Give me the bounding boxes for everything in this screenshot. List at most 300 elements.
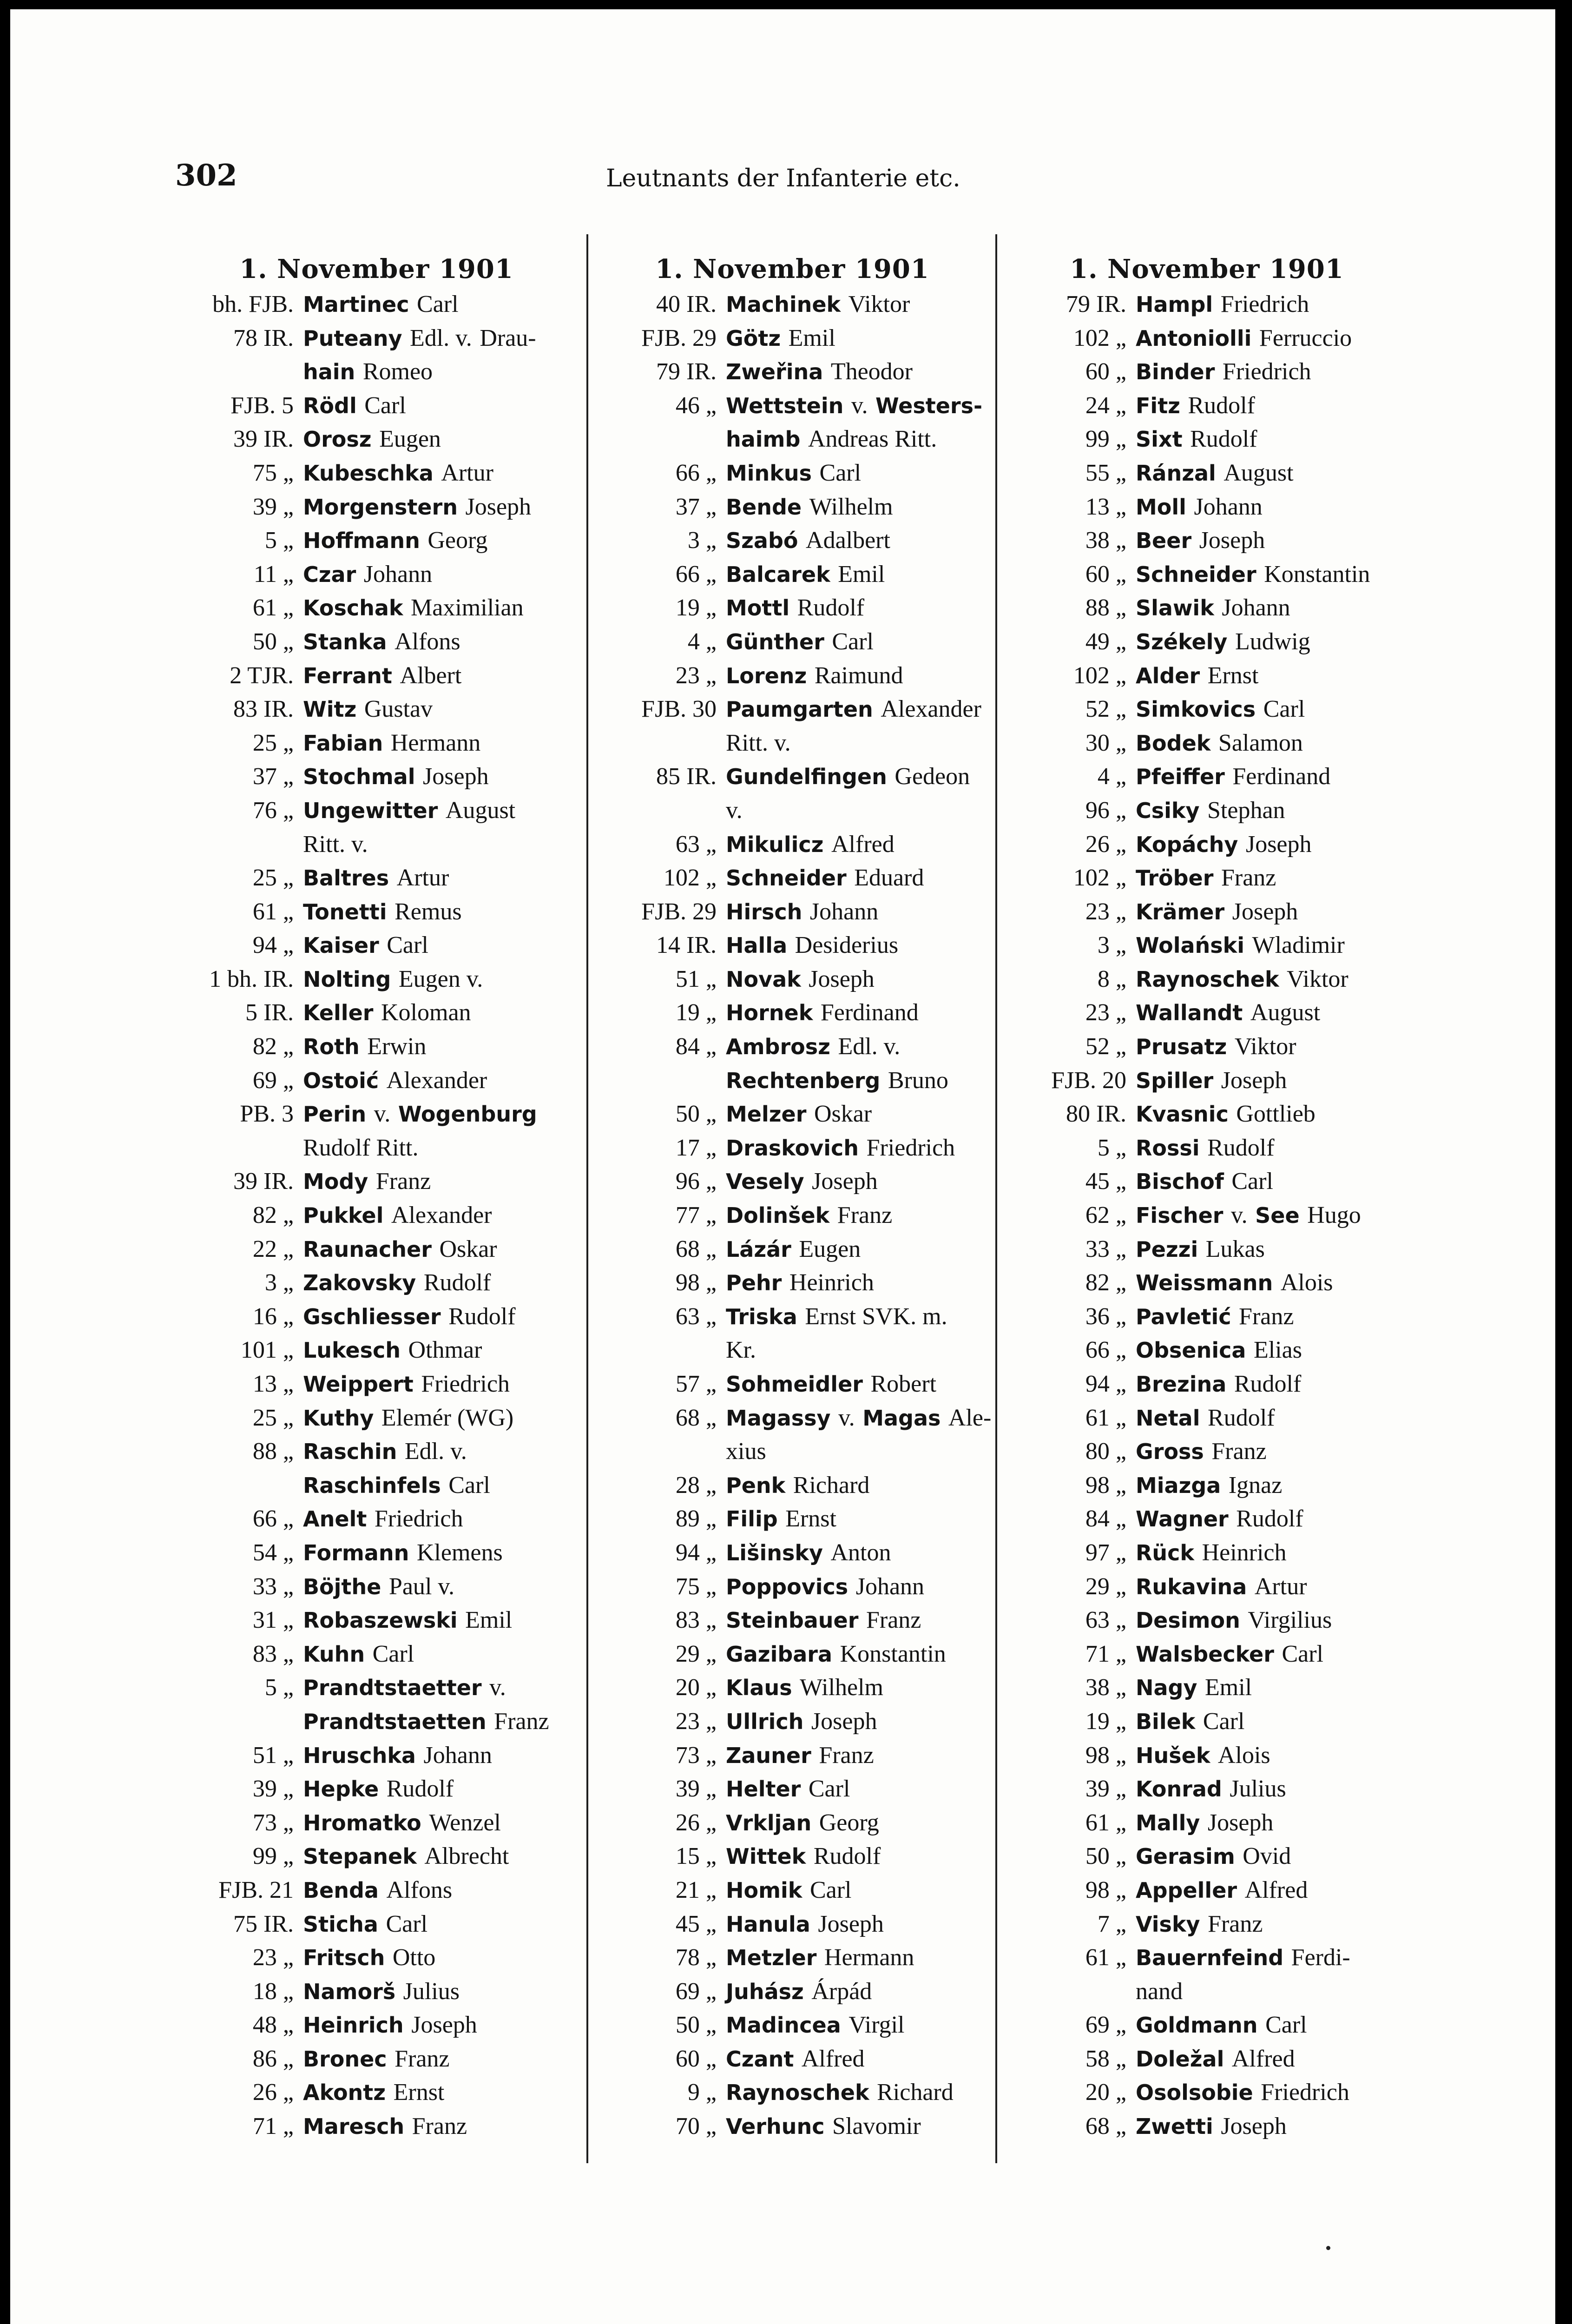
roster-entry [172, 1637, 581, 1671]
surname: Metzler [726, 1945, 817, 1971]
surname: Hepke [303, 1776, 379, 1802]
roster-entry [172, 1839, 581, 1873]
given-name: Joseph [465, 493, 532, 520]
surname: Pukkel [303, 1203, 384, 1228]
unit-designation: 61 „ [252, 594, 294, 621]
roster-entry [172, 1738, 581, 1772]
roster-entry-continuation [172, 1468, 581, 1502]
officer-name [1136, 861, 1276, 895]
surname: Vrkljan [726, 1810, 812, 1835]
given-name: Wilhelm [809, 493, 893, 520]
given-continuation: Carl [448, 1472, 490, 1499]
surname: Ostoić [303, 1068, 379, 1093]
roster-entry [172, 557, 581, 591]
officer-name [1136, 490, 1263, 524]
given-name: Artur [1254, 1573, 1307, 1600]
given-continuation: nand [1136, 1978, 1183, 2005]
unit-designation: 25 „ [252, 865, 294, 891]
surname: Raynoschek [726, 2080, 869, 2106]
document-page [10, 9, 1555, 2324]
surname: Witz [303, 697, 357, 722]
surname: Melzer [726, 1102, 807, 1127]
unit-designation: 23 „ [675, 662, 717, 689]
given-name: Ernst [1207, 662, 1259, 689]
surname: Fischer [1136, 1203, 1223, 1228]
given-name: Ludwig [1235, 628, 1310, 655]
given-continuation: xius [726, 1438, 766, 1465]
given-name: Virgilius [1248, 1607, 1332, 1634]
roster-entry [172, 287, 581, 321]
unit-designation: 61 „ [1085, 1809, 1126, 1836]
unit-designation: 76 „ [252, 797, 294, 824]
roster-entry [595, 591, 990, 625]
unit-designation: 5 IR. [245, 999, 294, 1026]
roster-column-2 [595, 251, 990, 2180]
surname-part: See [1255, 1203, 1300, 1228]
officer-name [303, 1401, 513, 1435]
unit-designation: 31 „ [252, 1607, 294, 1634]
given-name: Rudolf [1234, 1371, 1302, 1397]
given-name: Oskar [814, 1101, 872, 1128]
roster-entry [595, 1131, 990, 1165]
officer-name [726, 1232, 861, 1267]
roster-entry-continuation [172, 355, 581, 389]
unit-designation: 75 „ [252, 459, 294, 486]
surname: Mikulicz [726, 832, 824, 857]
roster-entry [1005, 321, 1409, 355]
officer-name [303, 928, 428, 963]
given-name: Edl. v. [409, 324, 472, 351]
roster-entry [595, 1502, 990, 1536]
unit-designation: 8 „ [1097, 965, 1126, 992]
surname: Pezzi [1136, 1236, 1198, 1262]
roster-entry [172, 1873, 581, 1907]
officer-name [726, 1131, 955, 1165]
roster-entry [595, 2075, 990, 2109]
given-name: Eduard [854, 865, 924, 891]
surname: Böjthe [303, 1574, 381, 1599]
given-name: Johann [1194, 493, 1263, 520]
surname: Wittek [726, 1844, 806, 1869]
officer-name [303, 490, 531, 524]
roster-entry [1005, 1704, 1409, 1738]
unit-designation: 58 „ [1085, 2045, 1126, 2072]
officer-name [726, 1704, 877, 1739]
given-name: Franz [395, 2045, 450, 2072]
roster-entry [172, 793, 581, 827]
surname: Fitz [1136, 393, 1180, 418]
surname: Dolinšek [726, 1203, 830, 1228]
given-name: Joseph [423, 763, 489, 790]
roster-entry [172, 1232, 581, 1266]
surname: Verhunc [726, 2114, 825, 2139]
surname: Mottl [726, 595, 790, 621]
officer-name [303, 1974, 460, 2009]
unit-designation: 66 „ [252, 1505, 294, 1532]
unit-designation: 99 „ [252, 1843, 294, 1870]
given-name: Joseph [809, 965, 875, 992]
roster-entry [1005, 827, 1409, 861]
surname: Kubeschka [303, 460, 434, 486]
unit-designation: 17 „ [675, 1134, 717, 1161]
unit-designation: 98 „ [1085, 1742, 1126, 1769]
officer-name [1136, 1131, 1275, 1165]
unit-designation: 48 „ [252, 2012, 294, 2039]
given-name: Emil [838, 561, 885, 588]
surname: Filip [726, 1506, 778, 1532]
unit-designation: 50 „ [252, 628, 294, 655]
given-name: Alois [1217, 1742, 1270, 1769]
officer-name [303, 1063, 487, 1098]
given-name: Gustav [364, 696, 433, 723]
unit-designation: 25 „ [252, 729, 294, 756]
roster-entry [172, 1300, 581, 1334]
surname: Hampl [1136, 292, 1213, 317]
officer-name [726, 1772, 850, 1806]
given-name: Ferdinand [820, 999, 919, 1026]
given-name: Franz [412, 2113, 467, 2140]
surname: Hoffmann [303, 528, 420, 554]
surname: Antoniolli [1136, 325, 1252, 351]
roster-entry [1005, 523, 1409, 557]
officer-name [1136, 1704, 1244, 1739]
given-name: Alexander [881, 696, 981, 723]
officer-name [1136, 2075, 1349, 2110]
unit-designation: 60 „ [675, 2045, 717, 2072]
roster-entry [1005, 355, 1409, 389]
officer-name [1136, 1873, 1308, 1908]
roster-entry [172, 591, 581, 625]
surname: Ungewitter [303, 798, 438, 823]
officer-name [303, 591, 524, 625]
given-name: Carl [386, 1910, 428, 1937]
surname: Namorš [303, 1979, 396, 2004]
roster-entry [595, 1907, 990, 1941]
surname: Czar [303, 561, 356, 587]
given-name: Friedrich [866, 1134, 955, 1161]
officer-name [726, 2008, 904, 2042]
given-name: Friedrich [1261, 2079, 1349, 2106]
given-name: Alfred [1244, 1876, 1308, 1903]
unit-designation: 102 „ [1073, 865, 1126, 891]
unit-designation: 3 „ [1097, 932, 1126, 959]
officer-name [303, 2008, 477, 2042]
roster-entry [172, 1097, 581, 1131]
officer-name [726, 1603, 921, 1637]
roster-entry [595, 557, 990, 591]
officer-name [1136, 1839, 1291, 1874]
unit-designation: 33 „ [252, 1573, 294, 1600]
given-name: Carl [387, 932, 428, 959]
given-name: Johann [363, 561, 433, 588]
surname: Hanula [726, 1911, 810, 1937]
roster-entry [1005, 557, 1409, 591]
surname: Goldmann [1136, 2013, 1258, 2038]
given-name: Richard [877, 2079, 954, 2106]
given-name: Remus [395, 898, 462, 925]
given-name: Johann [855, 1573, 925, 1600]
roster-column-3 [1005, 251, 1409, 2180]
given-name: Emil [788, 324, 835, 351]
officer-name [1136, 1030, 1296, 1064]
surname: Wettstein [726, 393, 844, 418]
given-name: Ferruccio [1259, 324, 1352, 351]
surname: Doležal [1136, 2046, 1224, 2072]
officer-name [303, 1198, 492, 1233]
roster-entry [595, 1974, 990, 2008]
roster-entry [172, 1536, 581, 1570]
given-name: Ernst [393, 2079, 445, 2106]
unit-designation: 63 „ [675, 831, 717, 858]
officer-name [303, 793, 515, 828]
roster-entry [1005, 287, 1409, 321]
roster-entry [172, 490, 581, 524]
officer-name [726, 321, 835, 356]
given-name: Wladimir [1252, 932, 1345, 959]
officer-name [1136, 1603, 1332, 1637]
given-name: Eugen v. [398, 965, 483, 992]
given-name: Gottlieb [1236, 1101, 1315, 1128]
officer-name [303, 422, 441, 456]
unit-designation: bh. FJB. [212, 291, 294, 317]
unit-designation: 102 „ [1073, 324, 1126, 351]
officer-name [726, 456, 861, 490]
surname-part: Wogenburg [398, 1102, 537, 1127]
given-name: Rudolf [797, 594, 865, 621]
unit-designation: FJB. 5 [230, 392, 294, 419]
given-name: Rudolf [1208, 1404, 1275, 1431]
officer-name [1136, 1333, 1302, 1367]
given-name: Viktor [1234, 1033, 1296, 1060]
officer-name [303, 1907, 428, 1941]
unit-designation: 83 „ [252, 1640, 294, 1667]
given-name: Ernst [785, 1505, 836, 1532]
unit-designation: 71 „ [252, 2113, 294, 2140]
officer-name [1136, 996, 1320, 1030]
unit-designation: 63 „ [1085, 1607, 1126, 1634]
roster-entry [172, 2008, 581, 2042]
given-name: Konstantin [840, 1640, 946, 1667]
unit-designation: 61 „ [1085, 1944, 1126, 1971]
unit-designation: 25 „ [252, 1404, 294, 1431]
unit-designation: 80 „ [1085, 1438, 1126, 1465]
surname: Zwetti [1136, 2114, 1213, 2139]
surname: Nagy [1136, 1675, 1197, 1701]
roster-entry [1005, 726, 1409, 760]
unit-designation: 102 „ [663, 865, 717, 891]
officer-name [303, 1097, 537, 1131]
surname: Czant [726, 2046, 794, 2072]
roster-entry [1005, 928, 1409, 962]
surname: Akontz [303, 2080, 386, 2106]
officer-name [303, 1670, 506, 1705]
roster-entry [595, 1097, 990, 1131]
unit-designation: 60 „ [1085, 561, 1126, 588]
roster-entry [1005, 1468, 1409, 1502]
unit-designation: 39 IR. [233, 426, 294, 453]
surname: Pehr [726, 1270, 782, 1296]
officer-name [1136, 1198, 1361, 1233]
surname: Weippert [303, 1372, 414, 1397]
surname: Baltres [303, 865, 389, 891]
roster-entry [172, 321, 581, 355]
surname: Bronec [303, 2046, 387, 2072]
officer-name [303, 456, 493, 490]
roster-entry [595, 490, 990, 524]
column-heading: 1. November 1901 [1070, 254, 1344, 284]
unit-designation: 23 „ [1085, 898, 1126, 925]
given-name: Heinrich [789, 1269, 874, 1296]
unit-designation: 54 „ [252, 1539, 294, 1566]
unit-designation: 20 „ [675, 1674, 717, 1701]
surname: Gschliesser [303, 1304, 441, 1329]
given-name: Artur [441, 459, 493, 486]
given-continuation: Bruno [888, 1067, 948, 1094]
roster-entry [595, 1603, 990, 1637]
unit-designation: 5 „ [264, 527, 294, 554]
given-name: Julius [403, 1978, 460, 2005]
given-continuation: Romeo [362, 358, 433, 385]
surname: Balcarek [726, 561, 830, 587]
officer-name [303, 996, 471, 1030]
column-heading: 1. November 1901 [655, 254, 929, 284]
roster-entry [1005, 1772, 1409, 1806]
officer-name [1136, 389, 1255, 423]
given-name: Eugen [379, 426, 441, 453]
roster-entry [1005, 1502, 1409, 1536]
unit-designation: FJB. 29 [641, 324, 717, 351]
roster-entry [595, 2109, 990, 2143]
surname: Lišinsky [726, 1540, 823, 1565]
surname: Zauner [726, 1743, 811, 1768]
surname: Brezina [1136, 1372, 1227, 1397]
given-name: Albert [400, 662, 462, 689]
given-name: Joseph [411, 2012, 477, 2039]
given-name: Carl [364, 392, 406, 419]
surname: Poppovics [726, 1574, 848, 1599]
unit-designation: 23 „ [1085, 999, 1126, 1026]
name-part: Drau- [480, 324, 536, 351]
unit-designation: 39 „ [1085, 1776, 1126, 1802]
roster-entry [595, 523, 990, 557]
given-name: Alois [1280, 1269, 1333, 1296]
officer-name [1136, 962, 1348, 997]
given-name: Viktor [848, 291, 910, 317]
officer-name [726, 1806, 879, 1840]
surname: Ferrant [303, 663, 392, 688]
given-name: Othmar [408, 1337, 482, 1364]
roster-entry [1005, 1839, 1409, 1873]
roster-entry [172, 1164, 581, 1198]
officer-name [1136, 2008, 1307, 2042]
unit-designation: 70 „ [675, 2113, 717, 2140]
surname: Perin [303, 1102, 367, 1127]
officer-name [1136, 523, 1265, 558]
roster-entry [172, 1974, 581, 2008]
surname: Bodek [1136, 730, 1211, 756]
given-name: Franz [375, 1168, 431, 1195]
officer-name [726, 1941, 914, 1975]
given-name: Desiderius [795, 932, 899, 959]
page-speck [1326, 2246, 1330, 2250]
given-name: Wenzel [429, 1809, 501, 1836]
officer-name [303, 1030, 426, 1064]
given-name: Virgil [848, 2012, 905, 2039]
surname: Wagner [1136, 1506, 1229, 1532]
officer-name [1136, 1536, 1287, 1570]
roster-entry [595, 827, 990, 861]
surname: Stepanek [303, 1844, 417, 1869]
given-name: Otto [392, 1944, 436, 1971]
given-name: Edl. v. [838, 1033, 901, 1060]
surname: Steinbauer [726, 1608, 859, 1633]
unit-designation: 7 „ [1097, 1910, 1126, 1937]
officer-name [726, 1907, 884, 1941]
roster-entry [172, 962, 581, 996]
given-name: v. [374, 1101, 391, 1128]
given-name: Ignaz [1228, 1472, 1283, 1499]
given-name: Carl [819, 459, 862, 486]
surname: Osolsobie [1136, 2080, 1253, 2106]
roster-entry [1005, 2109, 1409, 2143]
roster-entry [172, 1502, 581, 1536]
roster-entry [1005, 1434, 1409, 1468]
surname: Formann [303, 1540, 409, 1565]
officer-name [303, 1570, 454, 1604]
roster-entry [595, 2042, 990, 2076]
officer-name [726, 1570, 924, 1604]
roster-entry [595, 1468, 990, 1502]
officer-name [1136, 928, 1345, 963]
roster-entry [1005, 1164, 1409, 1198]
given-name: Julius [1230, 1776, 1286, 1802]
surname: Rossi [1136, 1135, 1200, 1161]
surname: Koschak [303, 595, 403, 621]
officer-name [303, 1738, 492, 1773]
given-name: Carl [1282, 1640, 1323, 1667]
roster-entry [1005, 1570, 1409, 1604]
roster-entry [172, 1266, 581, 1300]
roster-entry [595, 1637, 990, 1671]
unit-designation: 21 „ [675, 1876, 717, 1903]
surname: Martinec [303, 292, 409, 317]
roster-entry [172, 2075, 581, 2109]
given-name: Salamon [1218, 729, 1303, 756]
roster-entry [172, 1063, 581, 1097]
given-name: Paul v. [388, 1573, 454, 1600]
given-name: Hermann [390, 729, 481, 756]
given-name: Elias [1253, 1337, 1302, 1364]
unit-designation: 75 „ [675, 1573, 717, 1600]
unit-designation: 78 „ [675, 1944, 717, 1971]
officer-name [303, 962, 483, 997]
surname: Puteany [303, 325, 402, 351]
officer-name [1136, 1570, 1307, 1604]
officer-name [726, 1164, 878, 1199]
unit-designation: 73 „ [252, 1809, 294, 1836]
officer-name [1136, 1502, 1303, 1536]
surname: Lorenz [726, 663, 807, 688]
officer-name [726, 827, 895, 862]
officer-name [303, 1637, 414, 1671]
roster-entry [1005, 1198, 1409, 1232]
roster-entry [1005, 1266, 1409, 1300]
given-name: Rudolf [813, 1843, 881, 1870]
given-name: Hermann [824, 1944, 914, 1971]
officer-name [1136, 1097, 1315, 1131]
unit-designation: 18 „ [252, 1978, 294, 2005]
officer-name [1136, 1941, 1350, 1975]
